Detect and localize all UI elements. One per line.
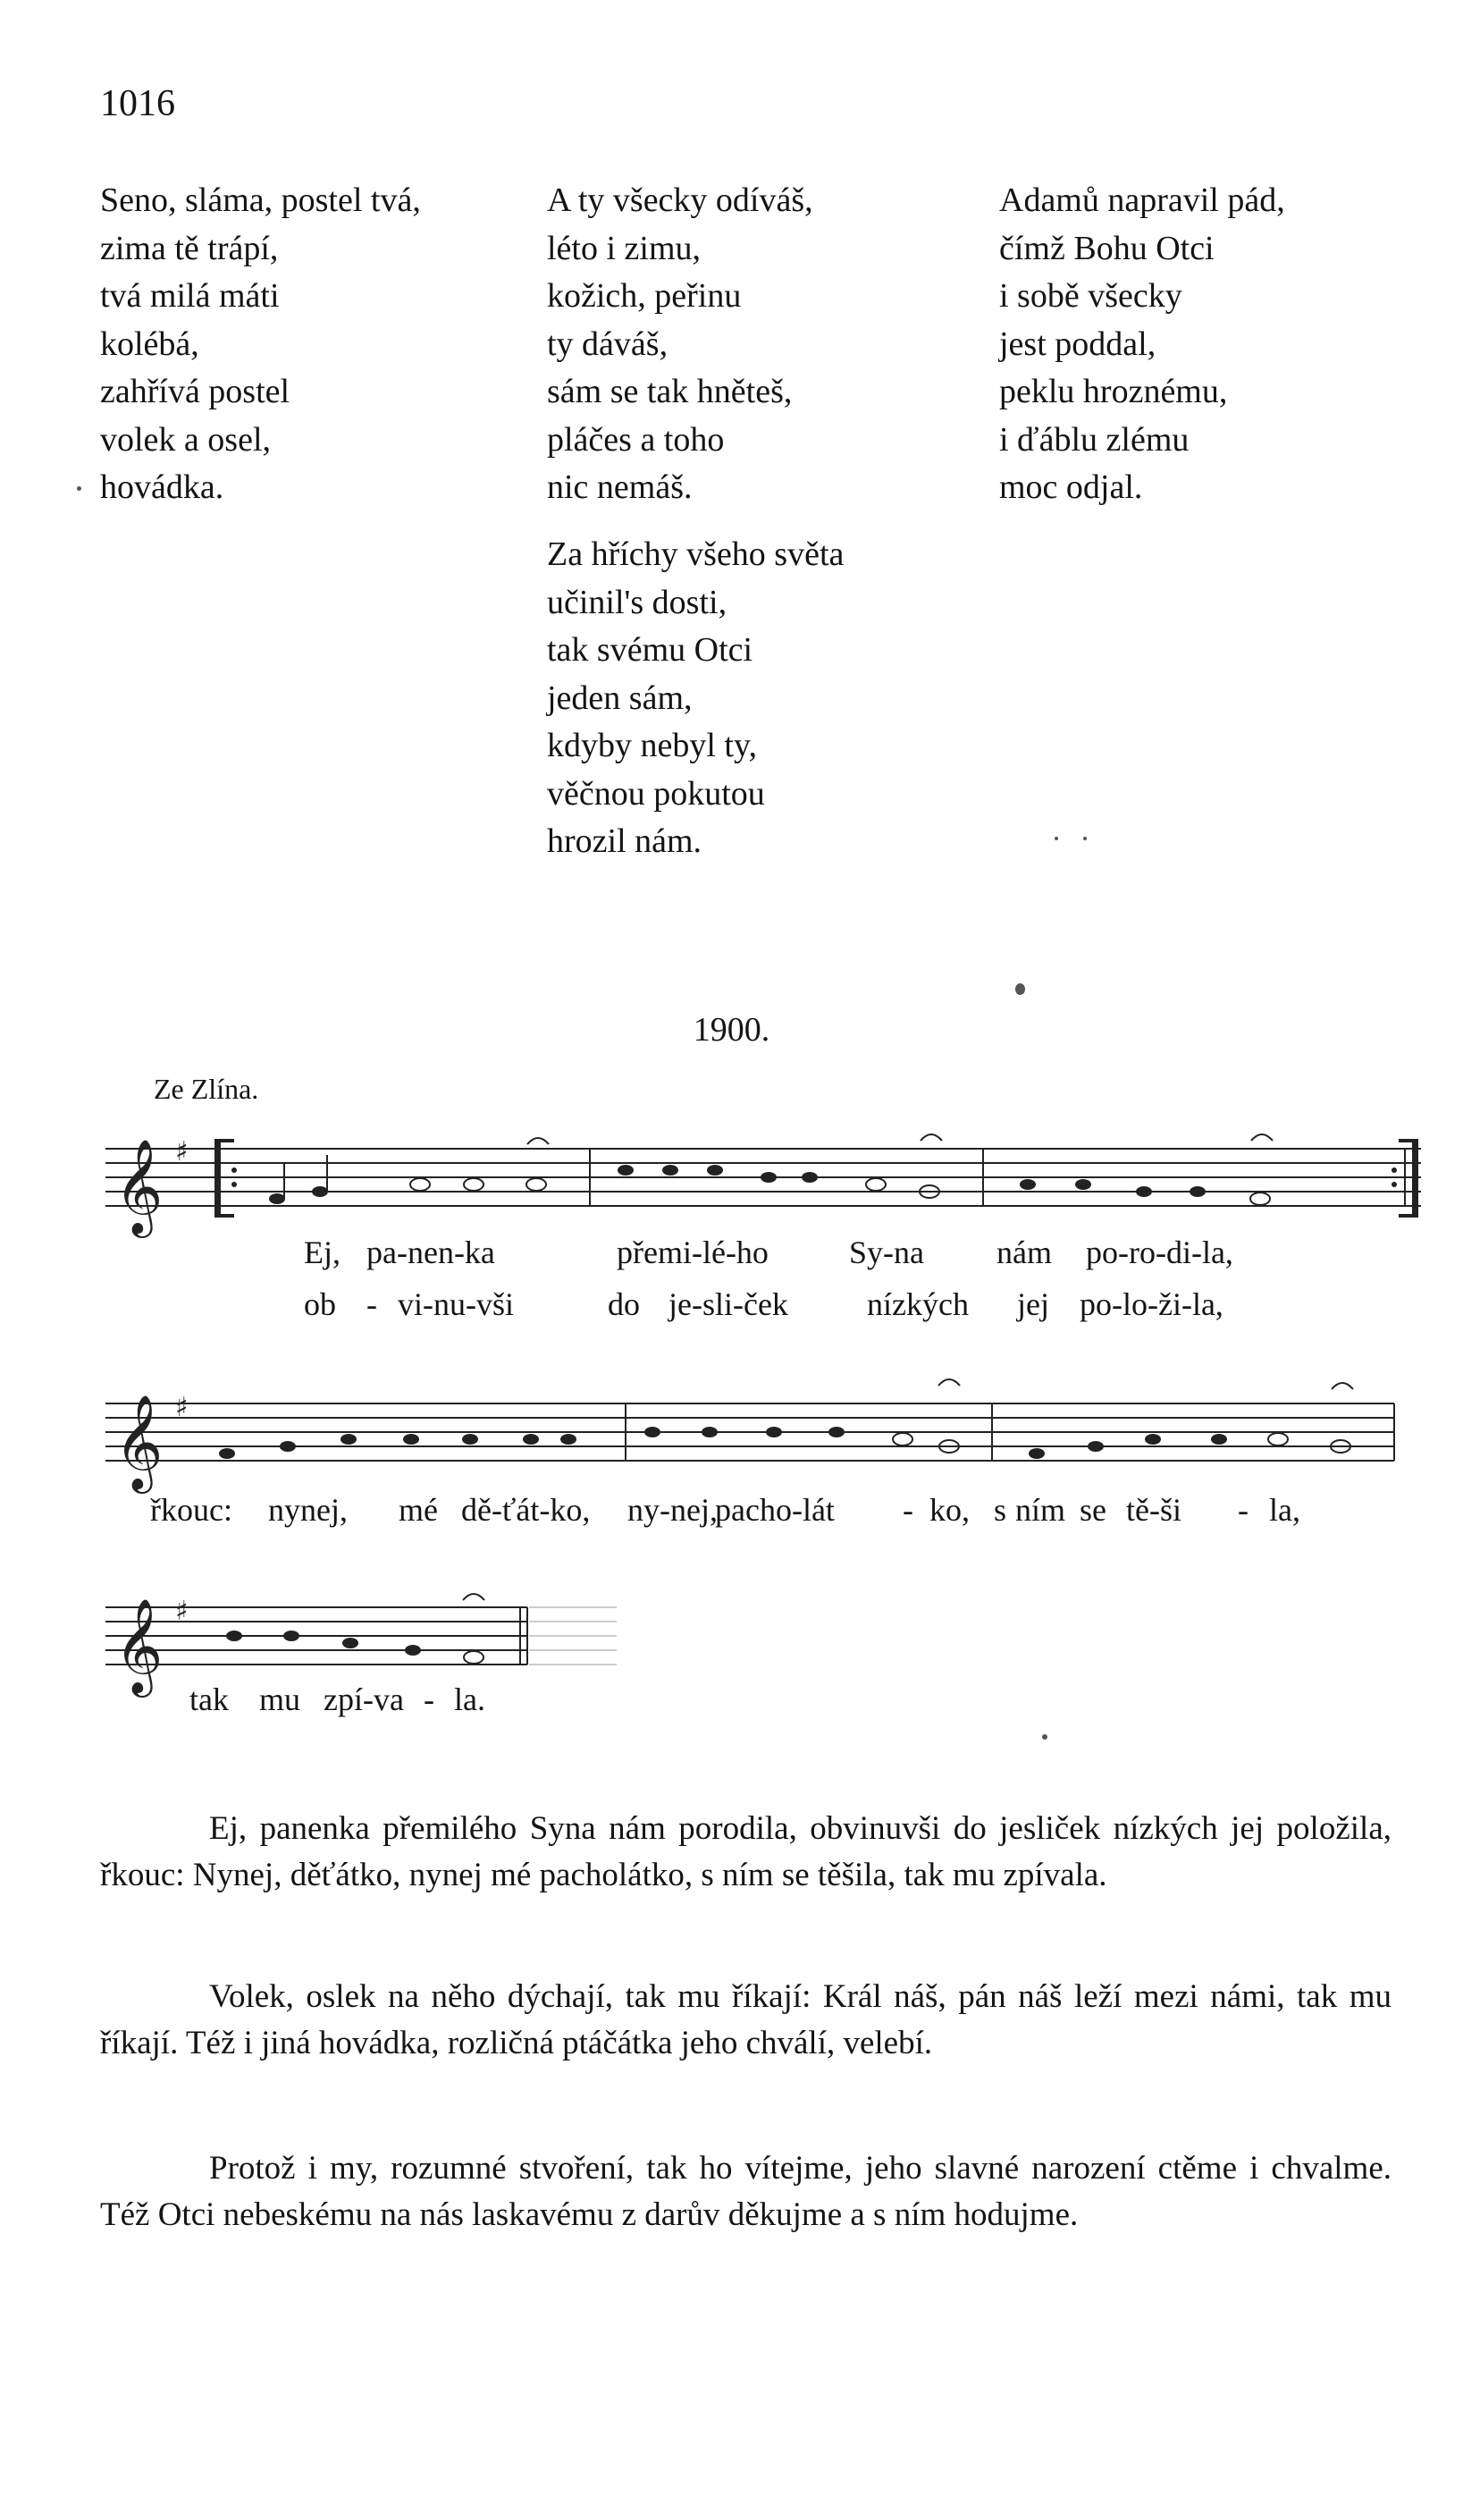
syllable: - [903,1492,913,1528]
verse-line: i ďáblu zlému [999,420,1190,459]
syllable: Sy-na [849,1235,924,1270]
verse-line: tak svému Otci [547,631,753,669]
paragraph-text: Ej, panenka přemilého Syna nám porodila, obvinuvši do jesliček nízkých jej položila, řkouc: Nynej, děťátko, nynej mé pacholátko, s ním se těšila, tak mu zpívala. [100,1810,1392,1893]
svg-text:♯: ♯ [175,1136,189,1167]
syllable: s [994,1492,1007,1528]
syllable: jej [1017,1286,1049,1322]
svg-text:♯: ♯ [175,1392,189,1423]
scan-speck [1055,837,1058,840]
verse-line: peklu hroznému, [999,373,1228,410]
verse-line: jeden sám, [547,678,693,717]
lyrics-line-4 [0,1681,1463,1720]
syllable: mé [399,1492,438,1528]
verse-line: zima tě trápí, [100,229,279,267]
song-origin: Ze Zlína. [154,1073,259,1105]
verse-line: Seno, sláma, postel tvá, [100,181,421,219]
music-staff-2 [0,1368,1463,1502]
syllable: tě-ši [1126,1492,1181,1528]
syllable: Ej, [304,1235,341,1270]
verse-line: kolébá, [100,324,199,363]
verse-line: pláčes a toho [547,420,725,459]
syllable: dě-ťát-ko, [461,1492,591,1528]
syllable: po-ro-di-la, [1086,1235,1233,1270]
verse-line: A ty všecky odíváš, [547,181,813,219]
verse-line: tvá milá máti [100,277,280,315]
lyrics-line-3 [0,1491,1463,1530]
prose-paragraph-2 [100,1974,1392,2067]
verse-line: Adamů napravil pád, [999,181,1285,219]
song-number: 1900. [693,1011,770,1049]
verse-line: kdyby nebyl ty, [547,727,758,764]
syllable: po-lo-ži-la, [1080,1286,1223,1322]
syllable: ko, [929,1492,970,1528]
verse-line: hovádka. [100,468,224,506]
svg-text:𝄞: 𝄞 [114,1138,164,1234]
syllable: nízkých [867,1286,969,1322]
music-staff-1 [0,1108,1463,1243]
syllable: mu [259,1681,301,1717]
syllable: la, [1269,1492,1300,1528]
scan-speck [1083,837,1087,840]
verse-line: ty dáváš, [547,324,668,363]
syllable: pacho-lát [715,1492,835,1528]
syllable: je-sli-ček [668,1286,788,1322]
syllable: nám [996,1235,1052,1270]
verse-line: moc odjal. [999,468,1143,506]
verse-line: volek a osel, [100,420,272,459]
prose-paragraph-3 [100,2145,1392,2238]
paragraph-text: Volek, oslek na něho dýchají, tak mu říkají: Král náš, pán náš leží mezi námi, tak mu říkají. Též i jiná hovádka, rozličná ptáčátka jeho chválí, velebí. [100,1978,1392,2061]
syllable: ny-nej, [627,1492,718,1528]
verse-column-1 [100,177,421,512]
verse-line: zahřívá postel [100,373,290,410]
verse-line: nic nemáš. [547,468,693,506]
syllable: nynej, [268,1492,348,1528]
verse-line: věčnou pokutou [547,774,765,813]
verse-line: Za hříchy všeho světa [547,535,845,573]
verse-column-2 [547,177,813,512]
syllable: - [366,1286,377,1322]
syllable: ním [1015,1492,1066,1528]
verse-line: čímž Bohu Otci [999,229,1215,267]
syllable: tak [189,1681,229,1717]
prose-paragraph-1 [100,1806,1392,1899]
svg-text:♯: ♯ [175,1596,189,1627]
scan-speck [1015,983,1025,995]
verse-line: jest poddal, [999,324,1156,363]
verse-line: sám se tak hněteš, [547,373,793,410]
verse-line: i sobě všecky [999,277,1182,315]
syllable: - [1238,1492,1249,1528]
music-staff-3 [0,1573,1463,1698]
paragraph-text: Protož i my, rozumné stvoření, tak ho vítejme, jeho slavné narození ctěme i chvalme. Též Otci nebeskému na nás laskavému z darův děkujme a s ním hodujme. [100,2150,1392,2233]
syllable: la. [454,1681,485,1717]
syllable: se [1080,1492,1106,1528]
svg-text:𝄞: 𝄞 [114,1394,164,1489]
scan-speck [1042,1734,1047,1740]
lyrics-line-1 [0,1234,1463,1273]
syllable: vi-nu-vši [398,1286,514,1322]
verse-line: hrozil nám. [547,822,702,860]
syllable: pa-nen-ka [366,1235,495,1270]
verse-column-2b [547,531,844,866]
verse-line: kožich, peřinu [547,277,742,315]
lyrics-line-2 [0,1285,1463,1325]
syllable: - [424,1681,434,1717]
verse-line: léto i zimu, [547,229,702,267]
page-number: 1016 [100,83,175,124]
syllable: zpí-va [324,1681,404,1717]
svg-text:𝄞: 𝄞 [114,1597,164,1693]
verse-line: učinil's dosti, [547,583,727,621]
verse-column-3 [999,177,1285,512]
syllable: řkouc: [150,1492,232,1528]
syllable: ob [304,1286,336,1322]
syllable: přemi-lé-ho [617,1235,769,1270]
scan-speck [77,486,81,491]
syllable: do [608,1286,640,1322]
